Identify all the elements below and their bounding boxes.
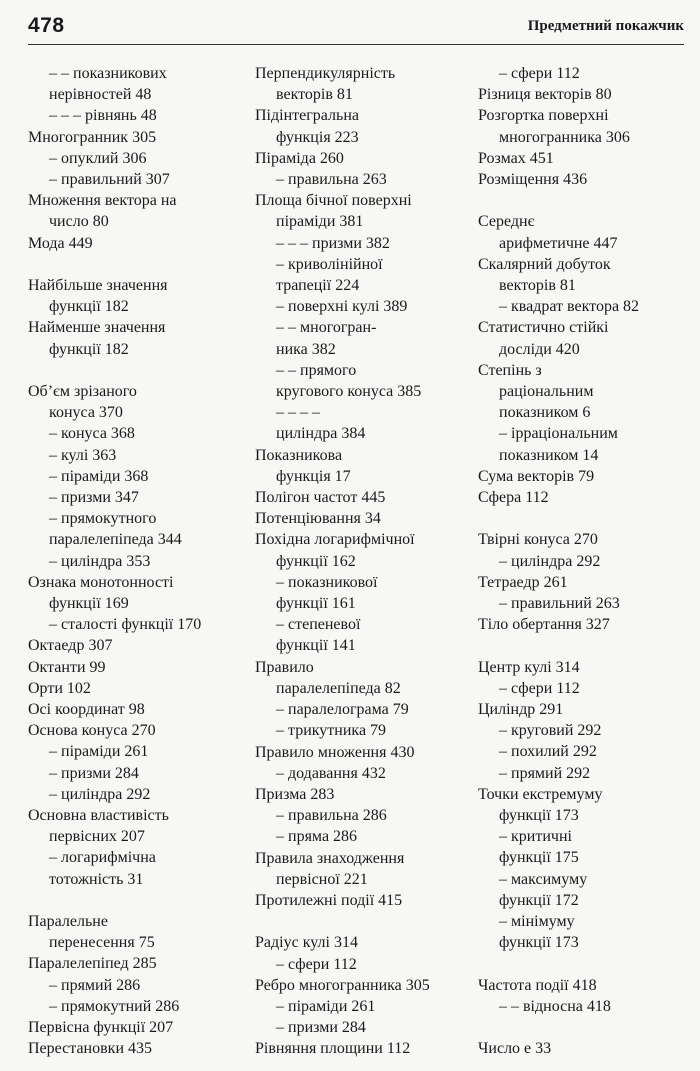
index-entry (478, 657, 688, 678)
index-entry-line: – похилий 292 (499, 743, 597, 761)
index-entry-line: Різниця векторів 80 (478, 86, 612, 104)
index-entry-line: Рівняння площини 112 (255, 1040, 411, 1058)
index-subentry (28, 105, 255, 126)
page-header (0, 0, 700, 48)
index-entry-line: Орти 102 (28, 679, 91, 697)
header-rule (28, 44, 684, 45)
index-subentry (478, 869, 688, 911)
index-entry-line: Протилежні події 415 (255, 891, 403, 909)
index-entry (255, 848, 478, 890)
index-subentry (255, 572, 478, 614)
index-entry-line: – прямокутного (49, 510, 157, 528)
index-entry-line: Правило (255, 658, 314, 676)
index-entry-line: – – прямого (276, 361, 357, 379)
index-entry (255, 148, 478, 169)
index-entry-line: піраміди 381 (276, 213, 364, 231)
index-entry-line: – – відносна 418 (499, 997, 611, 1015)
index-entry-line: паралелепіпеда 344 (49, 531, 182, 549)
index-entry-line: Основна властивість (28, 807, 169, 825)
page-number: 478 (28, 14, 65, 37)
index-entry-line: функції 175 (499, 849, 579, 867)
index-entry (28, 275, 255, 317)
index-entry-line: Розгортка поверхні (478, 107, 609, 125)
index-subentry (255, 317, 478, 359)
index-entry (28, 720, 255, 741)
index-subentry (255, 996, 478, 1017)
index-entry-line: Мода 449 (28, 234, 93, 252)
index-entry (28, 805, 255, 847)
index-entry (478, 487, 688, 508)
index-entry-line: трапеції 224 (276, 277, 360, 295)
index-entry-line: – – многогран- (276, 319, 377, 337)
index-subentry (28, 551, 255, 572)
index-entry (28, 678, 255, 699)
letter-group-gap (28, 254, 255, 275)
index-entry-line: Середнє (478, 213, 535, 231)
letter-group-gap (478, 190, 688, 211)
index-entry-line: – сфери 112 (276, 955, 357, 973)
index-entry (478, 169, 688, 190)
index-subentry (255, 254, 478, 296)
index-subentry (255, 296, 478, 317)
index-entry-line: – циліндра 292 (49, 785, 151, 803)
index-entry (255, 890, 478, 911)
letter-group-gap (478, 508, 688, 529)
index-entry-line: Найменше значення (28, 319, 166, 337)
index-entry-line: – степеневої (276, 616, 361, 634)
index-entry-line: показником 6 (499, 404, 591, 422)
index-subentry (255, 360, 478, 402)
index-entry-line: – прямий 292 (499, 764, 591, 782)
index-entry-line: Радіус кулі 314 (255, 934, 358, 952)
index-entry (28, 1017, 255, 1038)
index-entry-line: Центр кулі 314 (478, 658, 580, 676)
index-entry-line: Показникова (255, 446, 343, 464)
index-entry-line: – призми 284 (49, 764, 139, 782)
index-subentry (478, 63, 688, 84)
index-entry (255, 487, 478, 508)
index-subentry (255, 954, 478, 975)
index-subentry (28, 466, 255, 487)
index-subentry (478, 678, 688, 699)
index-entry-line: Правила знаходження (255, 849, 405, 867)
index-subentry (28, 63, 255, 105)
index-entry-line: – показникової (276, 573, 378, 591)
index-entry-line: Степінь з (478, 361, 542, 379)
index-entry-line: – круговий 292 (499, 722, 602, 740)
index-entry-line: – паралелограма 79 (276, 701, 409, 719)
index-subentry (255, 720, 478, 741)
index-entry-line: – пряма 286 (276, 828, 358, 846)
index-subentry (255, 169, 478, 190)
index-subentry (28, 763, 255, 784)
index-subentry (28, 148, 255, 169)
index-entry (255, 1038, 478, 1059)
index-entry-line: Точки екстремуму (478, 785, 603, 803)
index-entry-line: многогранника 306 (499, 128, 630, 146)
index-subentry (255, 402, 478, 444)
index-entry (28, 699, 255, 720)
index-subentry (478, 826, 688, 868)
index-entry-line: Розмах 451 (478, 149, 554, 167)
index-entry-line: – квадрат вектора 82 (499, 298, 640, 316)
index-entry-line: Первісна функції 207 (28, 1019, 174, 1037)
index-entry-line: Піраміда 260 (255, 149, 344, 167)
index-subentry (255, 614, 478, 656)
index-entry-line: – прямокутний 286 (49, 997, 180, 1015)
index-subentry (28, 445, 255, 466)
index-entry-line: Підінтегральна (255, 107, 359, 125)
letter-group-gap (28, 360, 255, 381)
letter-group-gap (478, 1017, 688, 1038)
index-entry-line: – циліндра 292 (499, 552, 601, 570)
index-entry-line: – призми 347 (49, 489, 139, 507)
index-subentry (28, 975, 255, 996)
index-column-2 (255, 63, 478, 1060)
index-entry (255, 742, 478, 763)
index-subentry (28, 508, 255, 550)
index-entry-line: Октанти 99 (28, 658, 106, 676)
index-entry-line: Сума векторів 79 (478, 467, 595, 485)
index-entry-line: арифметичне 447 (499, 234, 618, 252)
index-entry-line: – критичні (499, 828, 572, 846)
index-subentry (255, 763, 478, 784)
index-entry-line: – правильний 307 (49, 171, 170, 189)
index-entry-line: Потенціювання 34 (255, 510, 381, 528)
index-entry-line: Правило множення 430 (255, 743, 415, 761)
index-column-1 (28, 63, 255, 1060)
letter-group-gap (478, 635, 688, 656)
index-subentry (478, 296, 688, 317)
index-entry-line: – сфери 112 (499, 679, 580, 697)
index-subentry (255, 699, 478, 720)
index-entry-line: нерівностей 48 (49, 86, 152, 104)
index-entry-line: раціональним (499, 383, 594, 401)
index-subentry (28, 487, 255, 508)
index-entry-line: – – – – (276, 404, 320, 422)
index-entry-line: Полігон частот 445 (255, 489, 386, 507)
index-entry-line: – прямий 286 (49, 976, 141, 994)
index-entry (255, 784, 478, 805)
index-entry-line: паралелепіпеда 82 (276, 679, 401, 697)
index-entry-line: – поверхні кулі 389 (276, 298, 408, 316)
index-entry-line: Циліндр 291 (478, 701, 564, 719)
index-entry-line: число 80 (49, 213, 109, 231)
index-entry (478, 84, 688, 105)
index-subentry (255, 805, 478, 826)
running-head: Предметний покажчик (527, 18, 684, 34)
index-entry (478, 975, 688, 996)
index-entry (28, 657, 255, 678)
index-entry (255, 932, 478, 953)
index-subentry (28, 423, 255, 444)
index-entry (255, 657, 478, 699)
index-entry-line: функції 182 (49, 340, 129, 358)
letter-group-gap (478, 953, 688, 974)
index-entry (28, 317, 255, 359)
index-entry (478, 784, 688, 826)
index-entry-line: функції 173 (499, 934, 579, 952)
index-entry-line: – додавання 432 (276, 764, 386, 782)
index-subentry (28, 784, 255, 805)
index-entry-line: – конуса 368 (49, 425, 135, 443)
index-entry-line: Скалярний добуток (478, 255, 611, 273)
index-subentry (28, 169, 255, 190)
index-entry-line: Тетраедр 261 (478, 573, 568, 591)
index-entry-line: Паралелепіпед 285 (28, 955, 157, 973)
index-entry-line: Сфера 112 (478, 489, 549, 507)
index-entry-line: Основа конуса 270 (28, 722, 156, 740)
index-entry-line: функції 169 (49, 595, 129, 613)
index-entry-line: Многогранник 305 (28, 128, 157, 146)
index-entry (255, 529, 478, 571)
index-entry-line: – криволінійної (276, 255, 383, 273)
index-entry-line: – сталості функції 170 (49, 616, 202, 634)
index-entry (255, 508, 478, 529)
index-entry-line: Твірні конуса 270 (478, 531, 598, 549)
index-entry (28, 127, 255, 148)
index-entry (478, 317, 688, 359)
index-entry-line: Октаедр 307 (28, 637, 113, 655)
index-entry-line: Ребро многогранника 305 (255, 976, 430, 994)
index-entry (478, 254, 688, 296)
index-subentry (478, 911, 688, 953)
index-subentry (28, 996, 255, 1017)
index-entry-line: – опуклий 306 (49, 149, 147, 167)
index-entry-line: Частота події 418 (478, 976, 597, 994)
index-entry (478, 466, 688, 487)
index-entry-line: ника 382 (276, 340, 336, 358)
index-entry-line: циліндра 384 (276, 425, 366, 443)
index-entry-line: Перестановки 435 (28, 1040, 152, 1058)
index-entry (478, 211, 688, 253)
index-entry-line: функції 173 (499, 807, 579, 825)
index-columns (28, 63, 694, 1060)
index-entry (255, 105, 478, 147)
letter-group-gap (255, 911, 478, 932)
index-entry (28, 190, 255, 232)
index-entry-line: – піраміди 368 (49, 467, 149, 485)
index-entry-line: Об’єм зрізаного (28, 383, 137, 401)
index-entry-line: функції 141 (276, 637, 356, 655)
index-entry-line: векторів 81 (499, 277, 576, 295)
index-entry-line: – – – рівнянь 48 (49, 107, 157, 125)
index-subentry (478, 551, 688, 572)
index-entry-line: Осі координат 98 (28, 701, 145, 719)
index-subentry (255, 233, 478, 254)
index-entry (478, 105, 688, 147)
index-entry (255, 975, 478, 996)
index-entry (478, 148, 688, 169)
index-entry-line: Площа бічної поверхні (255, 192, 412, 210)
index-entry (28, 233, 255, 254)
index-entry-line: – – – призми 382 (276, 234, 390, 252)
index-subentry (478, 763, 688, 784)
index-entry-line: Паралельне (28, 913, 108, 931)
index-subentry (478, 720, 688, 741)
index-entry-line: Статистично стійкі (478, 319, 609, 337)
index-entry (255, 445, 478, 487)
index-entry-line: кругового конуса 385 (276, 383, 422, 401)
index-entry-line: Множення вектора на (28, 192, 177, 210)
index-subentry (255, 1017, 478, 1038)
index-subentry (28, 847, 255, 889)
index-entry (478, 529, 688, 550)
index-entry (28, 572, 255, 614)
index-entry-line: – – показникових (49, 65, 167, 82)
index-entry-line: – правильна 263 (276, 171, 387, 189)
index-column-3 (478, 63, 688, 1060)
index-entry-line: – циліндра 353 (49, 552, 151, 570)
index-entry-line: Ознака монотонності (28, 573, 174, 591)
index-entry-line: Перпендикулярність (255, 65, 396, 82)
index-entry-line: функції 162 (276, 552, 356, 570)
index-entry-line: перенесення 75 (49, 934, 155, 952)
index-entry (255, 63, 478, 105)
index-entry-line: функції 161 (276, 595, 356, 613)
index-subentry (478, 996, 688, 1017)
index-entry-line: функція 223 (276, 128, 359, 146)
index-entry (478, 614, 688, 635)
index-subentry (255, 826, 478, 847)
index-entry (478, 1038, 688, 1059)
index-entry-line: – призми 284 (276, 1019, 366, 1037)
index-entry-line: – логарифмічна (49, 849, 156, 867)
index-entry-line: – піраміди 261 (276, 997, 376, 1015)
index-entry (478, 360, 688, 424)
index-entry-line: Похідна логарифмічної (255, 531, 415, 549)
index-entry-line: – кулі 363 (49, 446, 117, 464)
index-entry-line: Тіло обертання 327 (478, 616, 610, 634)
index-entry-line: Число е 33 (478, 1040, 552, 1058)
index-entry-line: – мінімуму (499, 913, 575, 931)
index-entry-line: конуса 370 (49, 404, 123, 422)
index-entry (28, 911, 255, 953)
index-entry-line: функції 172 (499, 891, 579, 909)
index-entry-line: Призма 283 (255, 785, 335, 803)
index-entry-line: досліди 420 (499, 340, 580, 358)
index-entry-line: – правильний 263 (499, 595, 620, 613)
index-entry (28, 635, 255, 656)
index-entry-line: показником 14 (499, 446, 599, 464)
index-entry-line: – трикутника 79 (276, 722, 387, 740)
index-entry (478, 699, 688, 720)
index-entry-line: Розміщення 436 (478, 171, 588, 189)
index-entry-line: функція 17 (276, 467, 351, 485)
index-entry (28, 1038, 255, 1059)
index-subentry (478, 741, 688, 762)
index-entry (28, 953, 255, 974)
letter-group-gap (28, 890, 255, 911)
index-entry-line: первісних 207 (49, 828, 145, 846)
index-subentry (478, 593, 688, 614)
index-entry-line: – ірраціональним (499, 425, 618, 443)
index-entry-line: – сфери 112 (499, 65, 580, 82)
index-entry-line: Найбільше значення (28, 277, 168, 295)
index-entry (478, 572, 688, 593)
index-entry-line: первісної 221 (276, 870, 368, 888)
index-entry-line: векторів 81 (276, 86, 353, 104)
index-entry (255, 190, 478, 232)
index-entry (28, 381, 255, 423)
index-entry-line: тотожність 31 (49, 870, 144, 888)
index-subentry (478, 423, 688, 465)
index-entry-line: – правильна 286 (276, 807, 387, 825)
index-entry-line: функції 182 (49, 298, 129, 316)
index-subentry (28, 614, 255, 635)
index-subentry (28, 741, 255, 762)
index-entry-line: – піраміди 261 (49, 743, 149, 761)
index-entry-line: – максимуму (499, 870, 588, 888)
